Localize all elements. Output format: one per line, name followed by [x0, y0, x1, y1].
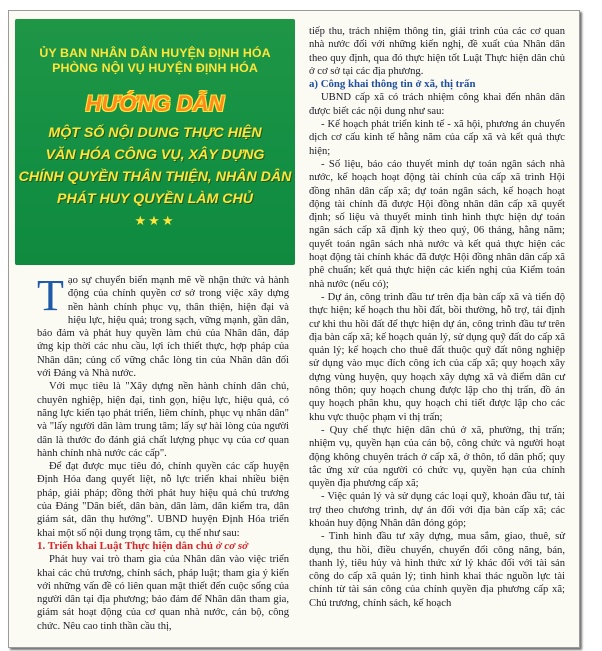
- header-department: PHÒNG NỘI VỤ HUYỆN ĐỊNH HÓA: [52, 61, 258, 75]
- paragraph: Để đạt được mục tiêu đó, chính quyền các cấp huyện Định Hóa đang quyết liệt, nỗ lực triển khai nhiều biện pháp, giải pháp; đồng thời phát huy hiệu quả chủ trương của Đảng "Dân biết, dân bàn, dân làm, dân kiểm tra, dân giám sát, dân thụ hưởng". UBND huyện Định Hóa triển khai một số nội dung trọng tâm, cụ thể như sau:: [37, 461, 289, 539]
- document-title: HƯỚNG DẪN: [85, 91, 225, 116]
- stars-icon: ★★★: [134, 214, 176, 229]
- paragraph: Phát huy vai trò tham gia của Nhân dân vào việc triển khai các chủ trương, chính sách, pháp luật; tham gia ý kiến với những vấn đề có liên quan mật thiết đến cuộc sống của người dân tại địa phương; bảo đảm để Nhân dân tham gia, giám sát hoạt động của cơ quan nhà nước, cán bộ, công chức. Nêu cao tinh thần cầu thị,: [37, 554, 289, 632]
- subtitle-line: PHÁT HUY QUYỀN LÀM CHỦ: [56, 191, 253, 207]
- paragraph: - Dự án, công trình đầu tư trên địa bàn cấp xã và tiến độ thực hiện; kế hoạch thu hồi đất, bồi thường, hỗ trợ, tái định cư khi thu hồi đất để thực hiện dự án, công trình đầu tư trên địa bàn cấp xã; kế hoạch quản lý, sử dụng quỹ đất do cấp xã quản lý; kế hoạch cho thuê đất thuộc quỹ đất nông nghiệp sử dụng vào mục đích công ích của cấp xã; quy hoạch xây dựng vùng huyện, quy hoạch xây dựng xã và điểm dân cư nông thôn; quy hoạch chung được lập cho thị trấn, đồ án quy hoạch phân khu, quy hoạch chi tiết được lập cho các khu vực thuộc phạm vi thị trấn;: [309, 291, 565, 423]
- subtitle-line: VĂN HÓA CÔNG VỤ, XÂY DỰNG: [45, 147, 265, 163]
- subtitle-line: CHÍNH QUYỀN THÂN THIỆN, NHÂN DÂN: [18, 169, 292, 185]
- subtitle-line: MỘT SỐ NỘI DUNG THỰC HIỆN: [48, 125, 262, 141]
- intro-paragraph: [37, 271, 289, 380]
- section-heading-italic: ở cơ sở: [215, 539, 249, 552]
- document-page: [8, 10, 580, 648]
- section-heading-1: [37, 540, 289, 553]
- paragraph: - Kế hoạch phát triển kinh tế - xã hội, phương án chuyển dịch cơ cấu kinh tế hằng năm của cấp xã và kết quả thực hiện;: [309, 119, 565, 157]
- paragraph: - Việc quản lý và sử dụng các loại quỹ, khoản đầu tư, tài trợ theo chương trình, dự án đối với địa bàn cấp xã; các khoản huy động Nhân dân đóng góp;: [309, 491, 565, 529]
- section-heading-text: 1. Triển khai Luật Thực hiện dân chủ: [37, 539, 216, 552]
- paragraph: - Số liệu, báo cáo thuyết minh dự toán ngân sách nhà nước, kế hoạch hoạt động tài chính của cấp xã trình Hội đồng nhân dân cấp xã; dự toán ngân sách, kế hoạch hoạt động tài chính đã được Hội đồng nhân dân cấp xã quyết định; số liệu và thuyết minh tình hình thực hiện dự toán ngân sách cấp xã định kỳ theo quý, 06 tháng, hằng năm; quyết toán ngân sách nhà nước và kết quả thực hiện các hoạt động tài chính khác đã được Hội đồng nhân dân cấp xã phê chuẩn; kết quả thực hiện các kiến nghị của Kiểm toán nhà nước (nếu có);: [309, 158, 565, 290]
- header-committee: ỦY BAN NHÂN DÂN HUYỆN ĐỊNH HÓA: [39, 46, 271, 60]
- left-column: [37, 271, 289, 633]
- paragraph: - Quy chế thực hiện dân chủ ở xã, phường, thị trấn; nhiệm vụ, quyền hạn của cán bộ, công chức và người hoạt động không chuyên trách ở cấp xã, ở thôn, tổ dân phố; quy tắc ứng xử của người có chức vụ, quyền hạn của chính quyền địa phương cấp xã;: [309, 424, 565, 490]
- paragraph: Với mục tiêu là "Xây dựng nền hành chính dân chủ, chuyên nghiệp, hiện đại, tinh gọn, hiệu lực, hiệu quả, có năng lực kiến tạo phát triển, liêm chính, phục vụ nhân dân" và "lấy người dân làm trung tâm; lấy sự hài lòng của người dân là thước đo đánh giá chất lượng phục vụ của cơ quan hành chính nhà nước các cấp".: [37, 381, 289, 459]
- intro-text: ạo sự chuyển biến mạnh mẽ về nhận thức và hành động của chính quyền cơ sở trong việc xây dựng nền hành chính phục vụ, thân thiện, hiện đại và hiệu lực, hiệu quả; trong sạch, vững mạnh, gần dân, bảo đảm và phát huy quyền làm chủ của Nhân dân, đáp ứng kịp thời các nhu cầu, lợi ích thiết thực, hợp pháp của Nhân dân; củng cố vững chắc lòng tin của Nhân dân đối với Đảng và Nhà nước.: [37, 275, 289, 380]
- paragraph: - Tình hình đầu tư xây dựng, mua sắm, giao, thuê, sử dụng, thu hồi, điều chuyển, chuyển đổi công năng, bán, thanh lý, tiêu hủy và hình thức xử lý khác đối với tài sản công do cấp xã quản lý; tình hình khai thác nguồn lực tài chính từ tài sản công của chính quyền địa phương cấp xã; Chủ trương, chính sách, kế hoạch: [309, 531, 565, 609]
- title-banner: [15, 19, 295, 265]
- paragraph: UBND cấp xã có trách nhiệm công khai đến nhân dân được biết các nội dung như sau:: [309, 92, 565, 117]
- right-column: [309, 25, 565, 610]
- document-subtitle: [15, 122, 295, 210]
- paragraph: tiếp thu, trách nhiệm thông tin, giải trình của các cơ quan nhà nước đối với những kiến nghị, đề xuất của Nhân dân theo quy định, qua đó thực hiện tốt Luật Thực hiện dân chủ ở cơ sở tại các địa phương.: [309, 26, 565, 77]
- drop-cap: T: [37, 271, 64, 320]
- subsection-heading-a: a) Công khai thông tin ở xã, thị trấn: [309, 78, 476, 91]
